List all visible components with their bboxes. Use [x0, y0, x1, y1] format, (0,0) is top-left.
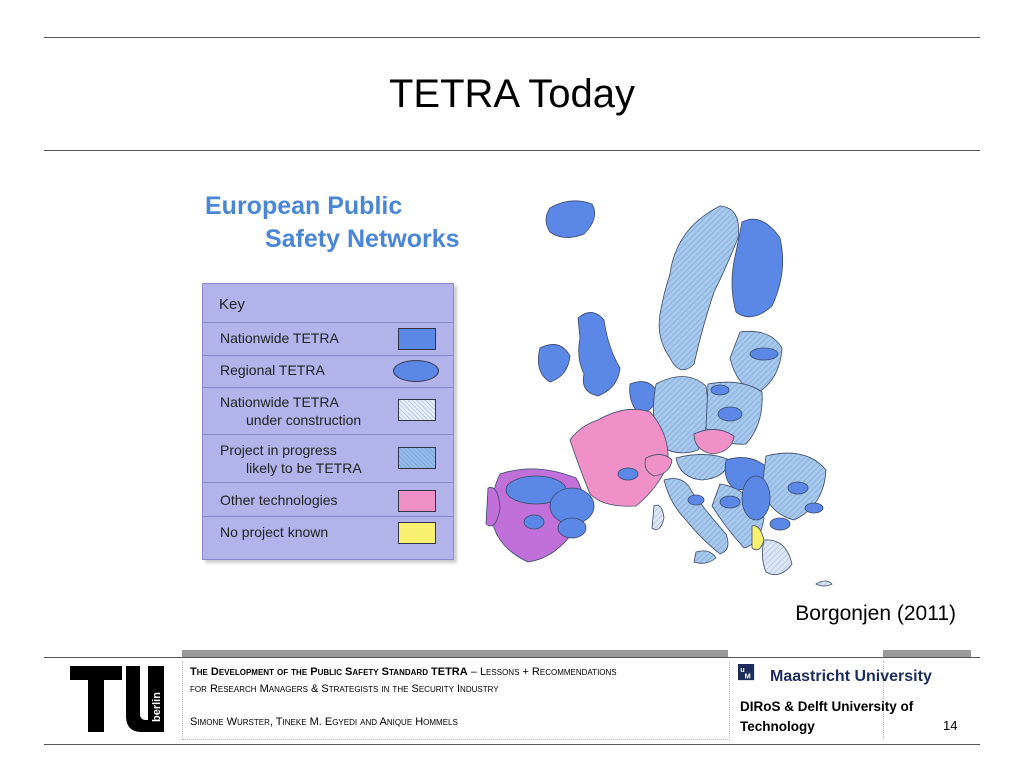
map-finland — [732, 219, 783, 317]
key-divider — [203, 322, 453, 323]
slide-title: TETRA Today — [388, 72, 636, 116]
maastricht-logo-icon — [738, 664, 760, 686]
key-divider — [203, 516, 453, 517]
map-region — [770, 518, 790, 530]
key-divider — [203, 355, 453, 356]
map-region — [750, 348, 778, 360]
map-austria — [676, 454, 730, 480]
map-uk — [578, 312, 620, 396]
key-swatch-no-project — [398, 522, 436, 544]
key-swatch-regional — [393, 360, 439, 382]
map-region — [711, 385, 729, 395]
map-key — [202, 283, 454, 560]
attribution: Borgonjen (2011) — [795, 602, 956, 625]
key-title: Key — [219, 296, 245, 313]
map-sicily — [694, 551, 716, 563]
footer-subtitle-a: Lessons + Recommendations — [479, 666, 617, 678]
key-item-other-technologies: Other technologies — [220, 492, 338, 508]
key-swatch-project-in-progress — [398, 447, 436, 469]
key-swatch-under-construction — [398, 399, 436, 421]
map-czech — [694, 429, 734, 454]
key-divider — [203, 482, 453, 483]
figure-heading — [205, 190, 460, 256]
map-region — [558, 518, 586, 538]
page-number: 14 — [943, 718, 958, 733]
top-rule — [44, 37, 980, 38]
svg-text:u: u — [740, 665, 745, 675]
key-divider — [203, 387, 453, 388]
map-sardinia — [652, 505, 664, 529]
tu-logo-text: berlin — [151, 692, 163, 722]
key-item-no-project: No project known — [220, 524, 329, 540]
map-scandinavia — [659, 206, 739, 370]
footer-bottom-rule — [44, 744, 980, 745]
map-region — [788, 482, 808, 494]
map-greece — [762, 540, 792, 575]
title-rule — [44, 150, 980, 151]
key-swatch-nationwide — [398, 328, 436, 350]
map-region — [720, 496, 740, 508]
footer-authors: Simone Wurster, Tineke M. Egyedi and Anique Hommels — [190, 716, 458, 728]
figure-heading-line2: Safety Networks — [265, 225, 460, 253]
map-region — [718, 407, 742, 421]
map-ireland — [538, 344, 570, 382]
footer-subtitle-b: for Research Managers & Strategists in the Security Industry — [190, 683, 499, 695]
key-item-project-in-progress: Project in progress likely to be TETRA — [220, 442, 362, 476]
map-region — [688, 495, 704, 505]
map-region — [524, 515, 544, 529]
map-region — [618, 468, 638, 480]
svg-text:M: M — [744, 671, 751, 681]
key-item-nationwide: Nationwide TETRA — [220, 330, 339, 346]
map-cyprus — [816, 581, 832, 586]
footer-top-rule — [44, 657, 980, 658]
tu-berlin-logo — [68, 662, 168, 734]
key-swatch-other-technologies — [398, 490, 436, 512]
footer-title-main: The Development of the Public Safety Standard TETRA — [190, 666, 468, 678]
map-iceland — [546, 201, 595, 238]
figure-heading-line1: European Public — [205, 192, 403, 220]
europe-map-figure — [195, 178, 855, 588]
europe-map — [480, 188, 850, 588]
maastricht-university-name: Maastricht University — [770, 668, 932, 685]
footer-bar — [883, 650, 971, 657]
map-region — [742, 476, 770, 520]
key-item-under-construction: Nationwide TETRA under construction — [220, 394, 362, 428]
map-albania — [752, 526, 764, 550]
key-divider — [203, 434, 453, 435]
key-item-regional: Regional TETRA — [220, 362, 325, 378]
footer-bar — [182, 650, 728, 657]
map-switzerland — [645, 454, 672, 476]
footer-institution: DIRoS & Delft University of Technology — [740, 699, 914, 734]
map-region — [805, 503, 823, 513]
footer-title: The Development of the Public Safety Standard TETRA – Lessons + Recommendations for Research Managers & Strategists in the Security Industry — [190, 666, 617, 695]
